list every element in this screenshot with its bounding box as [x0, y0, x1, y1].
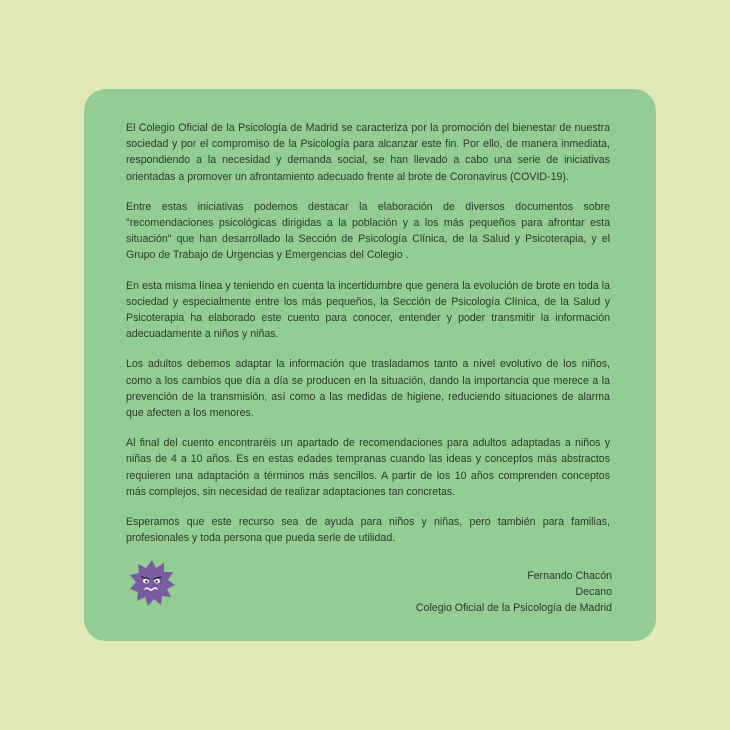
- paragraph-2: Entre estas iniciativas podemos destacar la elaboración de diversos documentos sobre "recomendaciones psicológicas dirigidas a la población y a los más pequeños para afrontar esta situación" que han desarrollado la Sección de Psicología Clínica, de la Salud y Psicoterapia, y el Grupo de Trabajo de Urgencias y Emergencias del Colegio .: [126, 200, 610, 262]
- paragraph-6: Esperamos que este recurso sea de ayuda para niños y niñas, pero también para familias, profesionales y toda persona que pueda serle de utilidad.: [126, 516, 610, 545]
- paragraph-4: Los adultos debemos adaptar la información que trasladamos tanto a nivel evolutivo de los niños, como a los cambios que día a día se producen en la situación, dando la importancia que merece a la prevención de la transmisión, así como a las medidas de higiene, reduciendo situaciones de alarma que afecten a los menores.: [126, 358, 610, 420]
- paragraph-3: En esta misma línea y teniendo en cuenta la incertidumbre que genera la evolución de brote en toda la sociedad y especialmente entre los más pequeños, la Sección de Psicología Clínica, de la Salud y Psicoterapia ha elaborado este cuento para conocer, entender y poder transmitir la información adecuadamente a niños y niñas.: [126, 279, 610, 341]
- paragraph-5: Al final del cuento encontraréis un apartado de recomendaciones para adultos adaptadas a niños y niñas de 4 a 10 años. Es en estas edades tempranas cuando las ideas y conceptos más abstractos requieren una adaptación a términos más sencillos. A partir de los 10 años comprenden conceptos más complejos, sin necesidad de realizar adaptaciones tan concretas.: [126, 437, 610, 498]
- signature-block: [416, 568, 612, 617]
- signature-role: Decano: [575, 586, 612, 599]
- letter-panel: [84, 89, 656, 641]
- virus-character-icon: [128, 559, 176, 607]
- letter-body: [126, 120, 610, 560]
- paragraph-1: El Colegio Oficial de la Psicología de Madrid se caracteriza por la promoción del bienestar de nuestra sociedad y por el compromiso de la Psicología para alcanzar este fin. Por ello, de manera inmediata, respondiendo a la necesidad y demanda social, se han llevado a cabo una serie de iniciativas orientadas a promover un afrontamiento adecuado frente al brote de Coronavirus (COVID-19).: [126, 122, 610, 183]
- signature-name: Fernando Chacón: [527, 570, 612, 582]
- signature-organization: Colegio Oficial de la Psicología de Madrid: [415, 602, 612, 615]
